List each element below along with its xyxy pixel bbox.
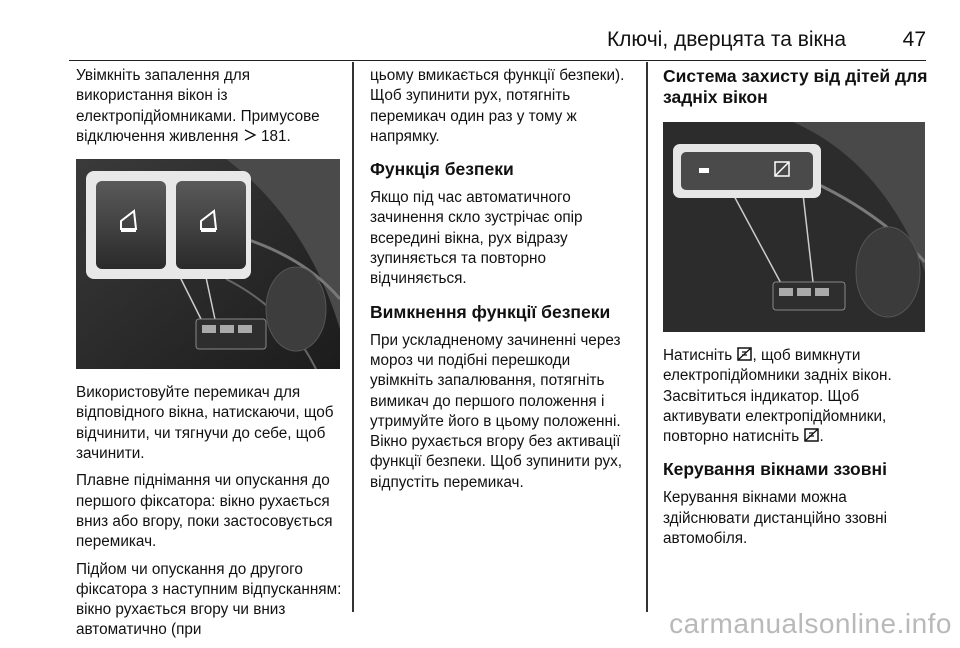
child-lock-icon [737, 347, 753, 362]
watermark: carmanualsonline.info [669, 608, 952, 639]
paragraph [663, 346, 928, 447]
paragraph: цьому вмикається функції безпеки). Щоб зупинити рух, потягніть перемикач один раз у тому ж напрямку. [370, 67, 625, 145]
paragraph: При ускладненому зачиненні через мороз чи подібні перешкоди увімкніть запалювання, потягніть вимикач до першого положення і утримуйте його в цьому положенні. Вікно рухається вгору без активації функції безпеки. Щоб зупинити рух, відпустіть перемикач. [370, 331, 623, 491]
page-number: 47 [902, 28, 926, 51]
column-left [76, 62, 346, 648]
child-lock-icon [804, 428, 820, 443]
section-heading: Функція безпеки [370, 159, 514, 180]
child-lock-figure [663, 122, 925, 332]
section-heading: Система захисту від дітей для задніх вікон [663, 66, 928, 107]
paragraph: Якщо під час автоматичного зачинення скло зустрічає опір всередині вікна, рух відразу зупиняється та повторно відчиняється. [370, 189, 583, 288]
paragraph: Плавне піднімання чи опускання до першого фіксатора: вікно рухається вниз або вгору, поки застосовується перемикач. [76, 472, 333, 551]
column-middle [370, 62, 636, 500]
section-title: Ключі, дверцята та вікна [606, 28, 846, 51]
paragraph [76, 66, 346, 147]
paragraph: Керування вікнами можна здійснювати дистанційно ззовні автомобіля. [663, 489, 888, 548]
paragraph-text: Увімкніть запалення для використання вікон із електропідйомниками. Примусове відключення живлення [76, 67, 320, 145]
page-reference[interactable]: 181. [260, 127, 291, 145]
ref-arrow-icon [243, 128, 257, 142]
column-divider [352, 62, 354, 612]
window-switch-figure [76, 159, 340, 369]
paragraph-text: Натисніть [663, 347, 737, 364]
column-divider [646, 62, 648, 612]
section-heading: Керування вікнами ззовні [663, 459, 887, 480]
page-header [69, 22, 926, 61]
paragraph-text: , щоб вимкнути електропідйомники задніх вікон. Засвітиться індикатор. Щоб активувати електропідйомники, повторно натисніть [663, 347, 892, 446]
rear-window-switch-image [663, 122, 925, 332]
section-heading: Вимкнення функції безпеки [370, 301, 611, 322]
paragraph-text: . [819, 428, 824, 446]
paragraph: Підйом чи опускання до другого фіксатора з наступним відпусканням: вікно рухається вгору чи вниз автоматично (при [76, 560, 342, 639]
column-right [663, 62, 928, 556]
paragraph: Використовуйте перемикач для відповідного вікна, натискаючи, щоб відчинити, чи тягнучи до себе, щоб зачинити. [76, 384, 334, 463]
door-panel-image [76, 159, 340, 369]
